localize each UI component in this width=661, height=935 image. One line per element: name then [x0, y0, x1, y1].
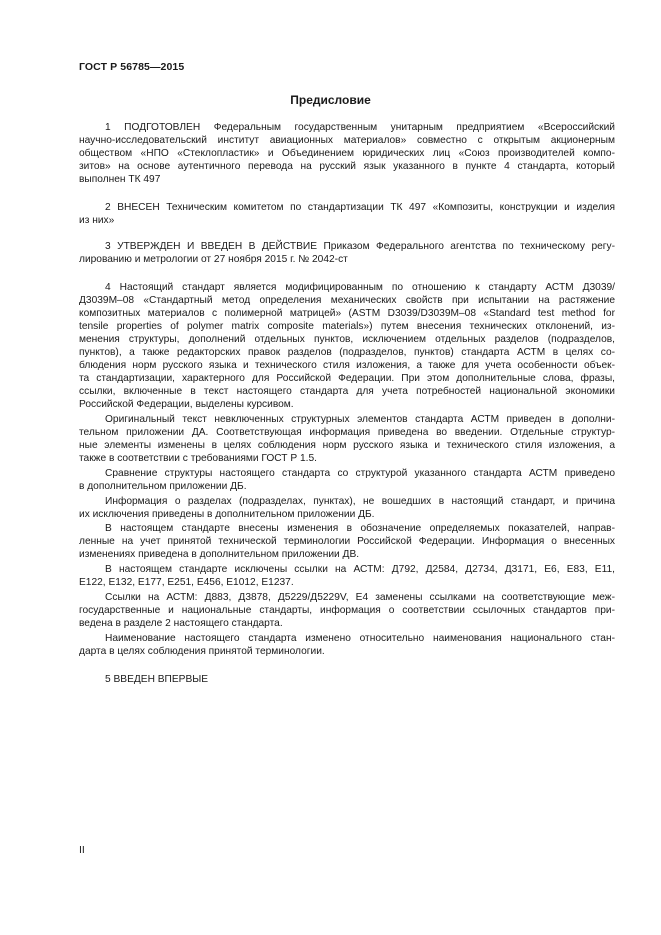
text-line: Ссылки на АСТМ: Д883, Д3878, Д5229/Д5229V, Е4 заменены ссылками на соответствующие меж- — [105, 592, 615, 603]
text-line: 2 ВНЕСЕН Техническим комитетом по стандартизации ТК 497 «Композиты, конструкции и изделия — [105, 202, 615, 213]
text-line: 4 Настоящий стандарт является модифицированным по отношению к стандарту АСТМ Д3039/ — [105, 282, 615, 293]
text-line: научно-исследовательский институт авиационных материалов» совместно с открытым акционерным — [79, 135, 615, 146]
text-line: Оригинальный текст невключенных структурных элементов стандарта АСТМ приведен в дополни- — [105, 414, 615, 425]
text-line: tensile properties of polymer matrix composite materials») путем внесения технических отклонений, из- — [79, 321, 615, 332]
text-line: Е122, Е132, Е177, Е251, Е456, Е1012, Е1237. — [79, 577, 294, 588]
foreword-title: Предисловие — [290, 93, 371, 107]
page-number: II — [79, 844, 85, 856]
text-line: выполнен ТК 497 — [79, 174, 161, 185]
text-line: ленные на учет принятой технической терминологии Российской Федерации. Информация о внесенных — [79, 536, 615, 547]
text-line: В настоящем стандарте внесены изменения в обозначение определяемых показателей, направ- — [105, 523, 615, 534]
text-line: 3 УТВЕРЖДЕН И ВВЕДЕН В ДЕЙСТВИЕ Приказом Федерального агентства по техническому регу- — [105, 241, 615, 252]
text-line: блюдения норм русского языка и технического стиля изложения, а также для учета особенности объек- — [79, 360, 615, 371]
text-line: дарта в целях соблюдения принятой терминологии. — [79, 646, 325, 657]
text-line: ведена в разделе 2 настоящего стандарта. — [79, 618, 283, 629]
text-line: та стандартизации, характерного для Российской Федерации. При этом дополнительные слова, фразы, — [79, 373, 615, 384]
text-line: Сравнение структуры настоящего стандарта со структурой указанного стандарта АСТМ приведено — [105, 468, 615, 479]
text-line: Российской Федерации, выделены курсивом. — [79, 399, 294, 410]
text-line: менения структуры, дополнений отдельных пунктов, исключением отдельных разделов (подразделов, — [79, 334, 615, 345]
text-line: также в соответствии с требованиями ГОСТ Р 1.5. — [79, 453, 317, 464]
document-header-id: ГОСТ Р 56785—2015 — [79, 61, 185, 73]
text-line: композитных материалов с полимерной матрицей» (ASTM D3039/D3039M–08 «Standard test method for — [79, 308, 615, 319]
text-line: государственные и национальные стандарты, информация о соответствии ссылочных стандартов при- — [79, 605, 615, 616]
text-line: тельном приложении ДА. Соответствующая информация приведена во введении. Отдельные структур- — [79, 427, 615, 438]
text-line: В настоящем стандарте исключены ссылки на АСТМ: Д792, Д2584, Д2734, Д3171, Е6, Е83, Е11, — [105, 564, 615, 575]
text-line: изменениях приведена в дополнительном приложении ДВ. — [79, 549, 360, 560]
text-line: лированию и метрологии от 27 ноября 2015 г. № 2042-ст — [79, 254, 348, 265]
text-line: 5 ВВЕДЕН ВПЕРВЫЕ — [105, 674, 209, 685]
text-line: в дополнительном приложении ДБ. — [79, 481, 247, 492]
text-line: ные элементы изменены в целях соблюдения норм русского языка и технического стиля изложения, а — [79, 440, 615, 451]
text-line: обществом «НПО «Стеклопластик» и Объединением юридических лиц «Союз производителей компо- — [79, 148, 615, 159]
text-line: их исключения приведены в дополнительном приложении ДБ. — [79, 509, 375, 520]
text-line: пунктов), а также редакторских правок разделов (подразделов, пунктов) стандарта АСТМ в целях со- — [79, 347, 615, 358]
text-line: из них» — [79, 215, 115, 226]
text-line: зитов» на основе аутентичного перевода на русский язык указанного в пункте 4 стандарта, который — [79, 161, 615, 172]
text-line: Д3039М–08 «Стандартный метод определения механических свойств при испытании на растяжение — [79, 295, 615, 306]
text-line: Информация о разделах (подразделах, пунктах), не вошедших в настоящий стандарт, и причина — [105, 496, 615, 507]
text-line: ссылки, включенные в текст настоящего стандарта для учета потребностей национальной экономики — [79, 386, 615, 397]
text-line: 1 ПОДГОТОВЛЕН Федеральным государственным унитарным предприятием «Всероссийский — [105, 122, 615, 133]
text-line: Наименование настоящего стандарта изменено относительно наименования национального стан- — [105, 633, 615, 644]
